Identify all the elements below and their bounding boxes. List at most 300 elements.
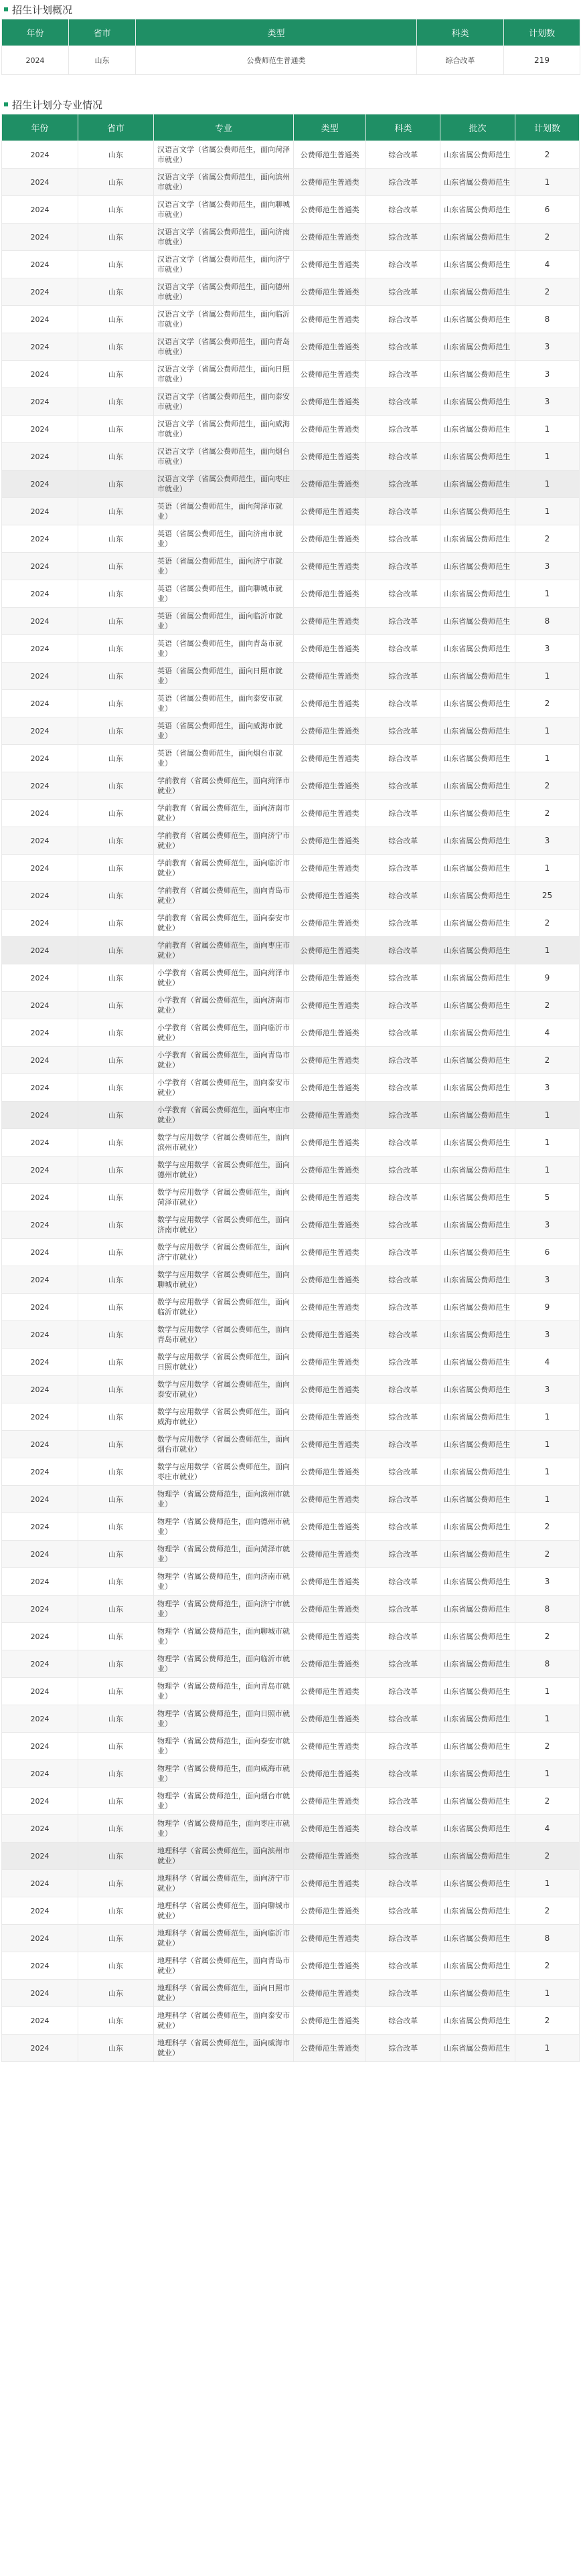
province-cell: 山东 xyxy=(78,251,154,278)
count-cell: 8 xyxy=(515,306,579,333)
major-cell: 物理学（省属公费师范生，面向临沂市就业） xyxy=(154,1650,294,1678)
count-cell: 3 xyxy=(515,1266,579,1294)
category-cell: 综合改革 xyxy=(366,1623,440,1650)
count-cell: 1 xyxy=(515,745,579,772)
table-row xyxy=(2,1842,580,1870)
batch-cell: 山东省属公费师范生 xyxy=(440,1788,515,1815)
count-cell: 1 xyxy=(515,1870,579,1897)
type-cell: 公费师范生普通类 xyxy=(294,1047,366,1074)
major-cell: 地理科学（省属公费师范生，面向聊城市就业） xyxy=(154,1897,294,1925)
table-row xyxy=(2,1019,580,1047)
batch-cell: 山东省属公费师范生 xyxy=(440,1074,515,1102)
province-cell: 山东 xyxy=(78,1650,154,1678)
overview-table xyxy=(1,19,580,75)
major-cell: 物理学（省属公费师范生，面向济宁市就业） xyxy=(154,1596,294,1623)
type-cell: 公费师范生普通类 xyxy=(294,1376,366,1403)
year-cell: 2024 xyxy=(2,2035,78,2062)
major-cell: 地理科学（省属公费师范生，面向临沂市就业） xyxy=(154,1925,294,1952)
province-cell: 山东 xyxy=(78,827,154,855)
table-row xyxy=(2,416,580,443)
table-row xyxy=(2,224,580,251)
category-cell: 综合改革 xyxy=(366,1897,440,1925)
province-cell: 山东 xyxy=(78,1541,154,1568)
category-cell: 综合改革 xyxy=(366,2035,440,2062)
count-cell: 3 xyxy=(515,1376,579,1403)
batch-cell: 山东省属公费师范生 xyxy=(440,1541,515,1568)
major-cell: 小学教育（省属公费师范生，面向济南市就业） xyxy=(154,992,294,1019)
type-cell: 公费师范生普通类 xyxy=(294,992,366,1019)
type-cell: 公费师范生普通类 xyxy=(294,1321,366,1349)
category-cell: 综合改革 xyxy=(366,1650,440,1678)
major-cell: 数学与应用数学（省属公费师范生，面向日照市就业） xyxy=(154,1349,294,1376)
table-row xyxy=(2,1266,580,1294)
category-cell: 综合改革 xyxy=(366,1294,440,1321)
type-cell: 公费师范生普通类 xyxy=(294,2007,366,2035)
year-cell: 2024 xyxy=(2,1596,78,1623)
category-cell: 综合改革 xyxy=(366,745,440,772)
count-cell: 2 xyxy=(515,1897,579,1925)
year-cell: 2024 xyxy=(2,1760,78,1788)
table-row xyxy=(2,1513,580,1541)
table-row xyxy=(2,1129,580,1156)
count-cell: 2 xyxy=(515,1513,579,1541)
overview-header-province: 省市 xyxy=(69,19,136,46)
year-cell: 2024 xyxy=(2,1870,78,1897)
province-cell: 山东 xyxy=(78,608,154,635)
batch-cell: 山东省属公费师范生 xyxy=(440,937,515,964)
type-cell: 公费师范生普通类 xyxy=(294,1925,366,1952)
major-cell: 物理学（省属公费师范生，面向济南市就业） xyxy=(154,1568,294,1596)
overview-row xyxy=(2,46,580,75)
province-cell: 山东 xyxy=(78,1980,154,2007)
count-cell: 3 xyxy=(515,1211,579,1239)
detail-table-body xyxy=(2,141,580,2062)
detail-table xyxy=(1,114,580,2062)
year-cell: 2024 xyxy=(2,498,78,525)
type-cell: 公费师范生普通类 xyxy=(294,224,366,251)
major-cell: 英语（省属公费师范生，面向日照市就业） xyxy=(154,663,294,690)
type-cell: 公费师范生普通类 xyxy=(294,635,366,663)
major-cell: 物理学（省属公费师范生，面向青岛市就业） xyxy=(154,1678,294,1705)
category-cell: 综合改革 xyxy=(366,470,440,498)
table-row xyxy=(2,443,580,470)
table-row xyxy=(2,745,580,772)
count-cell: 1 xyxy=(515,498,579,525)
table-row xyxy=(2,717,580,745)
overview-title-text: 招生计划概况 xyxy=(12,3,73,16)
table-row xyxy=(2,1733,580,1760)
major-cell: 数学与应用数学（省属公费师范生，面向滨州市就业） xyxy=(154,1129,294,1156)
table-row xyxy=(2,1239,580,1266)
count-cell: 2 xyxy=(515,278,579,306)
province-cell: 山东 xyxy=(78,717,154,745)
major-cell: 地理科学（省属公费师范生，面向滨州市就业） xyxy=(154,1842,294,1870)
table-row xyxy=(2,2035,580,2062)
category-cell: 综合改革 xyxy=(366,1925,440,1952)
table-row xyxy=(2,910,580,937)
table-row xyxy=(2,1897,580,1925)
category-cell: 综合改革 xyxy=(366,1678,440,1705)
year-cell: 2024 xyxy=(2,1431,78,1458)
province-cell: 山东 xyxy=(78,964,154,992)
type-cell: 公费师范生普通类 xyxy=(294,1074,366,1102)
batch-cell: 山东省属公费师范生 xyxy=(440,800,515,827)
batch-cell: 山东省属公费师范生 xyxy=(440,278,515,306)
year-cell: 2024 xyxy=(2,1623,78,1650)
year-cell: 2024 xyxy=(2,1211,78,1239)
province-cell: 山东 xyxy=(78,1596,154,1623)
bottom-spacer xyxy=(0,2062,581,2075)
batch-cell: 山东省属公费师范生 xyxy=(440,1019,515,1047)
province-cell: 山东 xyxy=(78,1349,154,1376)
category-cell: 综合改革 xyxy=(366,1211,440,1239)
table-row xyxy=(2,1184,580,1211)
batch-cell: 山东省属公费师范生 xyxy=(440,580,515,608)
year-cell: 2024 xyxy=(2,1925,78,1952)
type-cell: 公费师范生普通类 xyxy=(294,663,366,690)
year-cell: 2024 xyxy=(2,937,78,964)
type-cell: 公费师范生普通类 xyxy=(294,1019,366,1047)
count-cell: 2 xyxy=(515,1733,579,1760)
year-cell: 2024 xyxy=(2,1513,78,1541)
count-cell: 2 xyxy=(515,1788,579,1815)
major-cell: 学前教育（省属公费师范生，面向枣庄市就业） xyxy=(154,937,294,964)
year-cell: 2024 xyxy=(2,251,78,278)
year-cell: 2024 xyxy=(2,1156,78,1184)
category-cell: 综合改革 xyxy=(366,937,440,964)
overview-count: 219 xyxy=(504,46,580,75)
province-cell: 山东 xyxy=(78,196,154,224)
table-row xyxy=(2,1156,580,1184)
count-cell: 1 xyxy=(515,1403,579,1431)
table-row xyxy=(2,141,580,169)
province-cell: 山东 xyxy=(78,1815,154,1842)
table-row xyxy=(2,580,580,608)
year-cell: 2024 xyxy=(2,1129,78,1156)
type-cell: 公费师范生普通类 xyxy=(294,937,366,964)
batch-cell: 山东省属公费师范生 xyxy=(440,525,515,553)
count-cell: 1 xyxy=(515,1129,579,1156)
major-cell: 汉语言文学（省属公费师范生，面向聊城市就业） xyxy=(154,196,294,224)
table-row xyxy=(2,1870,580,1897)
year-cell: 2024 xyxy=(2,141,78,169)
batch-cell: 山东省属公费师范生 xyxy=(440,196,515,224)
province-cell: 山东 xyxy=(78,306,154,333)
year-cell: 2024 xyxy=(2,278,78,306)
major-cell: 英语（省属公费师范生，面向烟台市就业） xyxy=(154,745,294,772)
year-cell: 2024 xyxy=(2,1239,78,1266)
type-cell: 公费师范生普通类 xyxy=(294,1815,366,1842)
province-cell: 山东 xyxy=(78,992,154,1019)
batch-cell: 山东省属公费师范生 xyxy=(440,1156,515,1184)
detail-header-category: 科类 xyxy=(366,114,440,141)
batch-cell: 山东省属公费师范生 xyxy=(440,1129,515,1156)
province-cell: 山东 xyxy=(78,882,154,910)
category-cell: 综合改革 xyxy=(366,1486,440,1513)
year-cell: 2024 xyxy=(2,553,78,580)
year-cell: 2024 xyxy=(2,1074,78,1102)
category-cell: 综合改革 xyxy=(366,580,440,608)
batch-cell: 山东省属公费师范生 xyxy=(440,1815,515,1842)
major-cell: 汉语言文学（省属公费师范生，面向威海市就业） xyxy=(154,416,294,443)
province-cell: 山东 xyxy=(78,1952,154,1980)
count-cell: 1 xyxy=(515,855,579,882)
category-cell: 综合改革 xyxy=(366,827,440,855)
category-cell: 综合改革 xyxy=(366,1513,440,1541)
type-cell: 公费师范生普通类 xyxy=(294,1184,366,1211)
type-cell: 公费师范生普通类 xyxy=(294,416,366,443)
type-cell: 公费师范生普通类 xyxy=(294,1102,366,1129)
table-row xyxy=(2,498,580,525)
table-row xyxy=(2,1403,580,1431)
category-cell: 综合改革 xyxy=(366,1733,440,1760)
table-row xyxy=(2,827,580,855)
province-cell: 山东 xyxy=(78,937,154,964)
batch-cell: 山东省属公费师范生 xyxy=(440,470,515,498)
major-cell: 物理学（省属公费师范生，面向烟台市就业） xyxy=(154,1788,294,1815)
major-cell: 数学与应用数学（省属公费师范生，面向济南市就业） xyxy=(154,1211,294,1239)
year-cell: 2024 xyxy=(2,443,78,470)
province-cell: 山东 xyxy=(78,1431,154,1458)
major-cell: 汉语言文学（省属公费师范生，面向德州市就业） xyxy=(154,278,294,306)
table-row xyxy=(2,1074,580,1102)
count-cell: 8 xyxy=(515,608,579,635)
year-cell: 2024 xyxy=(2,745,78,772)
batch-cell: 山东省属公费师范生 xyxy=(440,992,515,1019)
type-cell: 公费师范生普通类 xyxy=(294,1349,366,1376)
year-cell: 2024 xyxy=(2,1842,78,1870)
category-cell: 综合改革 xyxy=(366,910,440,937)
batch-cell: 山东省属公费师范生 xyxy=(440,333,515,361)
province-cell: 山东 xyxy=(78,800,154,827)
province-cell: 山东 xyxy=(78,1760,154,1788)
year-cell: 2024 xyxy=(2,525,78,553)
province-cell: 山东 xyxy=(78,1733,154,1760)
batch-cell: 山东省属公费师范生 xyxy=(440,141,515,169)
table-row xyxy=(2,196,580,224)
category-cell: 综合改革 xyxy=(366,169,440,196)
major-cell: 学前教育（省属公费师范生，面向青岛市就业） xyxy=(154,882,294,910)
year-cell: 2024 xyxy=(2,1788,78,1815)
type-cell: 公费师范生普通类 xyxy=(294,745,366,772)
category-cell: 综合改革 xyxy=(366,278,440,306)
major-cell: 英语（省属公费师范生，面向青岛市就业） xyxy=(154,635,294,663)
major-cell: 地理科学（省属公费师范生，面向日照市就业） xyxy=(154,1980,294,2007)
type-cell: 公费师范生普通类 xyxy=(294,1733,366,1760)
type-cell: 公费师范生普通类 xyxy=(294,1239,366,1266)
category-cell: 综合改革 xyxy=(366,1980,440,2007)
year-cell: 2024 xyxy=(2,882,78,910)
category-cell: 综合改革 xyxy=(366,772,440,800)
major-cell: 英语（省属公费师范生，面向菏泽市就业） xyxy=(154,498,294,525)
category-cell: 综合改革 xyxy=(366,1952,440,1980)
year-cell: 2024 xyxy=(2,1458,78,1486)
count-cell: 2 xyxy=(515,525,579,553)
batch-cell: 山东省属公费师范生 xyxy=(440,1513,515,1541)
count-cell: 1 xyxy=(515,663,579,690)
category-cell: 综合改革 xyxy=(366,498,440,525)
count-cell: 3 xyxy=(515,635,579,663)
count-cell: 2 xyxy=(515,1623,579,1650)
province-cell: 山东 xyxy=(78,416,154,443)
year-cell: 2024 xyxy=(2,772,78,800)
table-row xyxy=(2,553,580,580)
category-cell: 综合改革 xyxy=(366,141,440,169)
table-row xyxy=(2,1952,580,1980)
year-cell: 2024 xyxy=(2,717,78,745)
table-row xyxy=(2,2007,580,2035)
count-cell: 1 xyxy=(515,1102,579,1129)
count-cell: 4 xyxy=(515,1349,579,1376)
province-cell: 山东 xyxy=(78,1239,154,1266)
count-cell: 3 xyxy=(515,1074,579,1102)
category-cell: 综合改革 xyxy=(366,1431,440,1458)
province-cell: 山东 xyxy=(78,224,154,251)
table-row xyxy=(2,1211,580,1239)
province-cell: 山东 xyxy=(78,1047,154,1074)
category-cell: 综合改革 xyxy=(366,1541,440,1568)
major-cell: 汉语言文学（省属公费师范生，面向泰安市就业） xyxy=(154,388,294,416)
province-cell: 山东 xyxy=(78,1486,154,1513)
province-cell: 山东 xyxy=(78,635,154,663)
major-cell: 物理学（省属公费师范生，面向德州市就业） xyxy=(154,1513,294,1541)
batch-cell: 山东省属公费师范生 xyxy=(440,635,515,663)
major-cell: 数学与应用数学（省属公费师范生，面向泰安市就业） xyxy=(154,1376,294,1403)
province-cell: 山东 xyxy=(78,745,154,772)
batch-cell: 山东省属公费师范生 xyxy=(440,964,515,992)
province-cell: 山东 xyxy=(78,690,154,717)
batch-cell: 山东省属公费师范生 xyxy=(440,1376,515,1403)
count-cell: 1 xyxy=(515,1760,579,1788)
table-row xyxy=(2,1349,580,1376)
major-cell: 小学教育（省属公费师范生，面向青岛市就业） xyxy=(154,1047,294,1074)
overview-header-category: 科类 xyxy=(417,19,504,46)
major-cell: 物理学（省属公费师范生，面向滨州市就业） xyxy=(154,1486,294,1513)
batch-cell: 山东省属公费师范生 xyxy=(440,1870,515,1897)
type-cell: 公费师范生普通类 xyxy=(294,1156,366,1184)
year-cell: 2024 xyxy=(2,196,78,224)
type-cell: 公费师范生普通类 xyxy=(294,443,366,470)
table-row xyxy=(2,1376,580,1403)
count-cell: 3 xyxy=(515,1321,579,1349)
year-cell: 2024 xyxy=(2,388,78,416)
count-cell: 5 xyxy=(515,1184,579,1211)
count-cell: 8 xyxy=(515,1650,579,1678)
major-cell: 数学与应用数学（省属公费师范生，面向济宁市就业） xyxy=(154,1239,294,1266)
category-cell: 综合改革 xyxy=(366,964,440,992)
table-row xyxy=(2,1102,580,1129)
count-cell: 3 xyxy=(515,388,579,416)
table-row xyxy=(2,361,580,388)
category-cell: 综合改革 xyxy=(366,1596,440,1623)
type-cell: 公费师范生普通类 xyxy=(294,1568,366,1596)
major-cell: 数学与应用数学（省属公费师范生，面向烟台市就业） xyxy=(154,1431,294,1458)
category-cell: 综合改革 xyxy=(366,1019,440,1047)
count-cell: 1 xyxy=(515,580,579,608)
major-cell: 地理科学（省属公费师范生，面向威海市就业） xyxy=(154,2035,294,2062)
batch-cell: 山东省属公费师范生 xyxy=(440,1294,515,1321)
province-cell: 山东 xyxy=(78,580,154,608)
year-cell: 2024 xyxy=(2,1897,78,1925)
category-cell: 综合改革 xyxy=(366,2007,440,2035)
batch-cell: 山东省属公费师范生 xyxy=(440,416,515,443)
table-row xyxy=(2,169,580,196)
count-cell: 2 xyxy=(515,910,579,937)
table-row xyxy=(2,855,580,882)
category-cell: 综合改革 xyxy=(366,855,440,882)
type-cell: 公费师范生普通类 xyxy=(294,1486,366,1513)
year-cell: 2024 xyxy=(2,635,78,663)
category-cell: 综合改革 xyxy=(366,361,440,388)
category-cell: 综合改革 xyxy=(366,882,440,910)
major-cell: 小学教育（省属公费师范生，面向枣庄市就业） xyxy=(154,1102,294,1129)
count-cell: 1 xyxy=(515,2035,579,2062)
type-cell: 公费师范生普通类 xyxy=(294,1266,366,1294)
batch-cell: 山东省属公费师范生 xyxy=(440,1842,515,1870)
count-cell: 8 xyxy=(515,1596,579,1623)
table-row xyxy=(2,388,580,416)
batch-cell: 山东省属公费师范生 xyxy=(440,1403,515,1431)
province-cell: 山东 xyxy=(78,1184,154,1211)
type-cell: 公费师范生普通类 xyxy=(294,1129,366,1156)
batch-cell: 山东省属公费师范生 xyxy=(440,553,515,580)
major-cell: 汉语言文学（省属公费师范生，面向青岛市就业） xyxy=(154,333,294,361)
type-cell: 公费师范生普通类 xyxy=(294,525,366,553)
major-cell: 汉语言文学（省属公费师范生，面向滨州市就业） xyxy=(154,169,294,196)
province-cell: 山东 xyxy=(78,2035,154,2062)
major-cell: 学前教育（省属公费师范生，面向临沂市就业） xyxy=(154,855,294,882)
province-cell: 山东 xyxy=(78,1705,154,1733)
type-cell: 公费师范生普通类 xyxy=(294,1294,366,1321)
batch-cell: 山东省属公费师范生 xyxy=(440,717,515,745)
year-cell: 2024 xyxy=(2,827,78,855)
year-cell: 2024 xyxy=(2,1541,78,1568)
category-cell: 综合改革 xyxy=(366,1321,440,1349)
count-cell: 2 xyxy=(515,1541,579,1568)
province-cell: 山东 xyxy=(78,1458,154,1486)
province-cell: 山东 xyxy=(78,1623,154,1650)
count-cell: 1 xyxy=(515,1458,579,1486)
province-cell: 山东 xyxy=(78,1211,154,1239)
category-cell: 综合改革 xyxy=(366,1184,440,1211)
province-cell: 山东 xyxy=(78,1019,154,1047)
province-cell: 山东 xyxy=(78,1074,154,1102)
table-row xyxy=(2,1925,580,1952)
major-cell: 物理学（省属公费师范生，面向菏泽市就业） xyxy=(154,1541,294,1568)
detail-section-title xyxy=(0,95,581,114)
province-cell: 山东 xyxy=(78,470,154,498)
type-cell: 公费师范生普通类 xyxy=(294,882,366,910)
type-cell: 公费师范生普通类 xyxy=(294,1980,366,2007)
year-cell: 2024 xyxy=(2,1980,78,2007)
year-cell: 2024 xyxy=(2,1266,78,1294)
count-cell: 1 xyxy=(515,937,579,964)
province-cell: 山东 xyxy=(78,663,154,690)
batch-cell: 山东省属公费师范生 xyxy=(440,663,515,690)
province-cell: 山东 xyxy=(78,278,154,306)
count-cell: 2 xyxy=(515,800,579,827)
category-cell: 综合改革 xyxy=(366,388,440,416)
batch-cell: 山东省属公费师范生 xyxy=(440,745,515,772)
major-cell: 学前教育（省属公费师范生，面向济南市就业） xyxy=(154,800,294,827)
table-row xyxy=(2,800,580,827)
major-cell: 地理科学（省属公费师范生，面向泰安市就业） xyxy=(154,2007,294,2035)
table-row xyxy=(2,1431,580,1458)
type-cell: 公费师范生普通类 xyxy=(294,470,366,498)
province-cell: 山东 xyxy=(78,553,154,580)
year-cell: 2024 xyxy=(2,1705,78,1733)
overview-type: 公费师范生普通类 xyxy=(136,46,417,75)
